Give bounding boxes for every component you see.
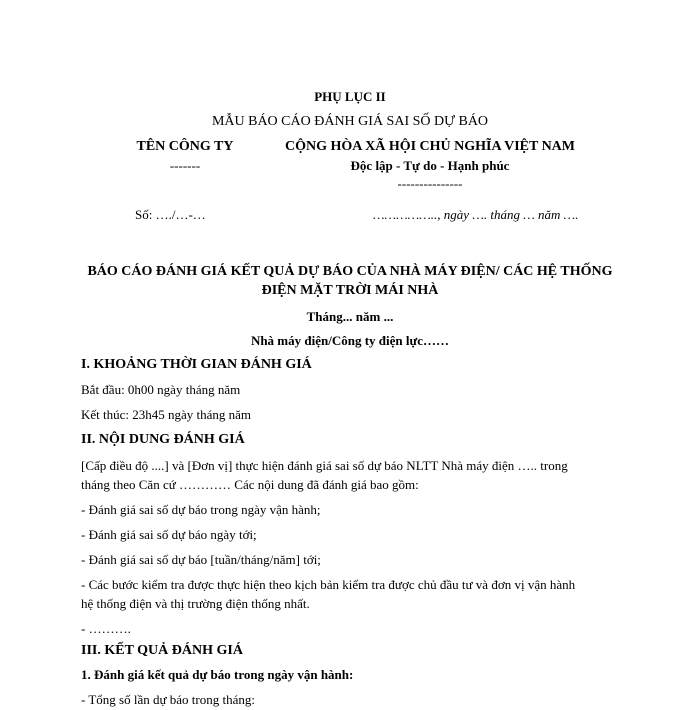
section3-heading: III. KẾT QUẢ ĐÁNH GIÁ [81,643,243,658]
appendix-subtitle: MẪU BÁO CÁO ĐÁNH GIÁ SAI SỐ DỰ BÁO [211,114,489,129]
company-divider: ------- [169,158,201,173]
report-title-line1: BÁO CÁO ĐÁNH GIÁ KẾT QUẢ DỰ BÁO CỦA NHÀ MÁY ĐIỆN/ CÁC HỆ THỐNG [87,264,613,279]
motto-divider: --------------- [397,176,463,191]
intro-line2: tháng theo Căn cứ ………… Các nội dung đã đánh giá bao gồm: [81,477,419,492]
company-name: TÊN CÔNG TY [136,139,234,154]
section1-heading: I. KHOẢNG THỜI GIAN ĐÁNH GIÁ [81,357,312,372]
report-organization: Nhà máy điện/Công ty điện lực…… [250,333,450,348]
check-line2: hệ thống điện và thị trường điện thống nhất. [81,596,310,611]
check-line1: - Các bước kiểm tra được thực hiện theo kịch bản kiểm tra được chủ đầu tư và đơn vị vận hành [81,577,576,592]
section2-heading: II. NỘI DUNG ĐÁNH GIÁ [81,432,245,447]
evaluation-start: Bắt đầu: 0h00 ngày tháng năm [81,382,241,397]
document-date: …………….., ngày …. tháng … năm …. [373,207,579,222]
nation-name: CỘNG HÒA XÃ HỘI CHỦ NGHĨA VIỆT NAM [284,139,575,154]
report-month-year: Tháng... năm ... [306,309,394,324]
forecast-count-line: - Tổng số lần dự báo trong tháng: [81,692,255,707]
content-item: - Đánh giá sai số dự báo trong ngày vận hành; [81,502,321,517]
content-item: - Đánh giá sai số dự báo ngày tới; [81,527,257,542]
document-number: Số: …./…-… [135,207,206,222]
national-motto: Độc lập - Tự do - Hạnh phúc [350,158,510,173]
intro-line1: [Cấp điều độ ....] và [Đơn vị] thực hiện đánh giá sai số dự báo NLTT Nhà máy điện ….. trong [81,458,568,473]
appendix-title: PHỤ LỤC II [314,89,386,104]
section3-subheading: 1. Đánh giá kết quả dự báo trong ngày vận hành: [81,667,354,682]
content-ellipsis: - ………. [81,621,131,636]
evaluation-end: Kết thúc: 23h45 ngày tháng năm [81,407,252,422]
report-title-line2: ĐIỆN MẶT TRỜI MÁI NHÀ [261,283,439,298]
content-item: - Đánh giá sai số dự báo [tuần/tháng/năm] tới; [81,552,321,567]
